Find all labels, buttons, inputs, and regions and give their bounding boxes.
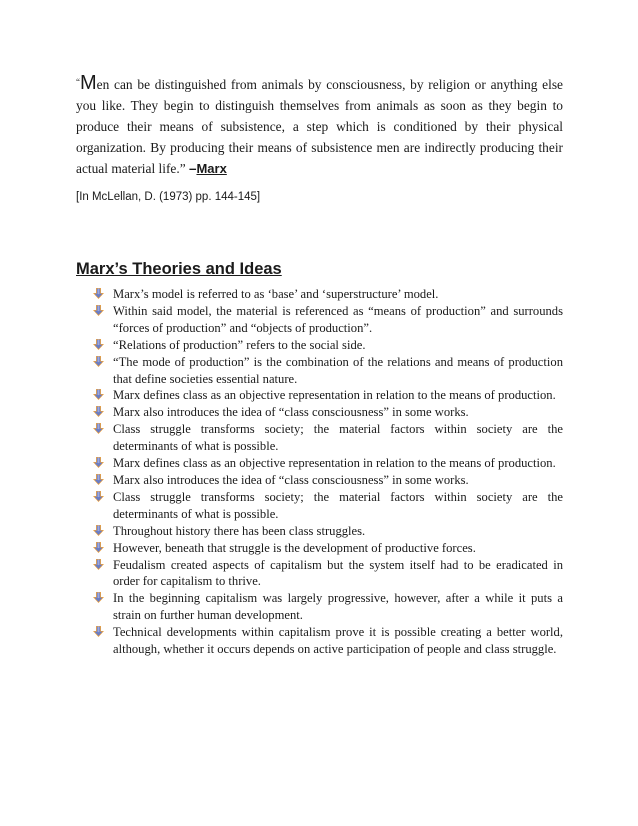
list-item — [76, 523, 563, 540]
arrow-bullet-icon — [92, 626, 105, 638]
list-item — [76, 590, 563, 624]
list-item — [76, 540, 563, 557]
list-item — [76, 489, 563, 523]
arrow-bullet-icon — [92, 457, 105, 469]
bullet-text: Feudalism created aspects of capitalism but the system itself had to be eradicated in order for capitalism to thrive. — [113, 557, 563, 589]
list-item — [76, 303, 563, 337]
bullet-text: Marx also introduces the idea of “class consciousness” in some works. — [113, 472, 469, 487]
list-item — [76, 472, 563, 489]
list-item — [76, 286, 563, 303]
arrow-bullet-icon — [92, 592, 105, 604]
list-item — [76, 387, 563, 404]
list-item — [76, 354, 563, 388]
bullet-text: Marx defines class as an objective representation in relation to the means of production. — [113, 388, 556, 403]
list-item — [76, 624, 563, 658]
section-title: Marx’s Theories and Ideas — [76, 260, 282, 278]
list-item — [76, 421, 563, 455]
arrow-bullet-icon — [92, 356, 105, 368]
attribution-dash: – — [189, 161, 197, 176]
quote-text: en can be distinguished from animals by consciousness, by religion or anything else you like. They begin to distinguish themselves from animals as soon as they begin to produce their means of subsistence, a step which is conditioned by their physical organization. By producing their means of subsistence men are indirectly producing their actual material life.” — [76, 77, 563, 176]
bullet-text: However, beneath that struggle is the development of productive forces. — [113, 540, 476, 555]
bullet-text: Technical developments within capitalism prove it is possible creating a better world, although, whether it occurs depends on active participation of people and class struggle. — [113, 625, 563, 657]
bullet-text: Marx’s model is referred to as ‘base’ and ‘superstructure’ model. — [113, 287, 439, 301]
arrow-bullet-icon — [92, 406, 105, 418]
citation: [In McLellan, D. (1973) pp. 144-145] — [76, 191, 261, 203]
arrow-bullet-icon — [92, 423, 105, 435]
bullet-text: “The mode of production” is the combination of the relations and means of production that define societies essential nature. — [113, 354, 563, 386]
list-item — [76, 404, 563, 421]
arrow-bullet-icon — [92, 339, 105, 351]
arrow-bullet-icon — [92, 542, 105, 554]
list-item — [76, 455, 563, 472]
bullet-text: Marx also introduces the idea of “class consciousness” in some works. — [113, 405, 469, 420]
list-item — [76, 557, 563, 591]
document-page — [76, 72, 563, 658]
bullet-text: Within said model, the material is referenced as “means of production” and surrounds “forces of production” and “objects of production”. — [113, 303, 563, 335]
quote-open-mark: “ — [76, 77, 80, 87]
arrow-bullet-icon — [92, 389, 105, 401]
bullet-text: Marx defines class as an objective representation in relation to the means of production. — [113, 456, 556, 471]
bullet-text: Class struggle transforms society; the material factors within society are the determinants of what is possible. — [113, 489, 563, 521]
bullet-text: Class struggle transforms society; the material factors within society are the determinants of what is possible. — [113, 422, 563, 454]
arrow-bullet-icon — [92, 288, 105, 300]
arrow-bullet-icon — [92, 305, 105, 317]
bullet-text: Throughout history there has been class struggles. — [113, 523, 366, 538]
marx-quote — [76, 72, 563, 179]
list-item — [76, 337, 563, 354]
arrow-bullet-icon — [92, 559, 105, 571]
arrow-bullet-icon — [92, 525, 105, 537]
quote-first-letter: M — [80, 72, 97, 94]
arrow-bullet-icon — [92, 491, 105, 503]
arrow-bullet-icon — [92, 474, 105, 486]
bullet-text: “Relations of production” refers to the social side. — [113, 337, 366, 352]
bullet-list — [76, 286, 563, 658]
quote-author: Marx — [196, 161, 227, 176]
bullet-text: In the beginning capitalism was largely progressive, however, after a while it puts a strain on further human development. — [113, 591, 563, 623]
